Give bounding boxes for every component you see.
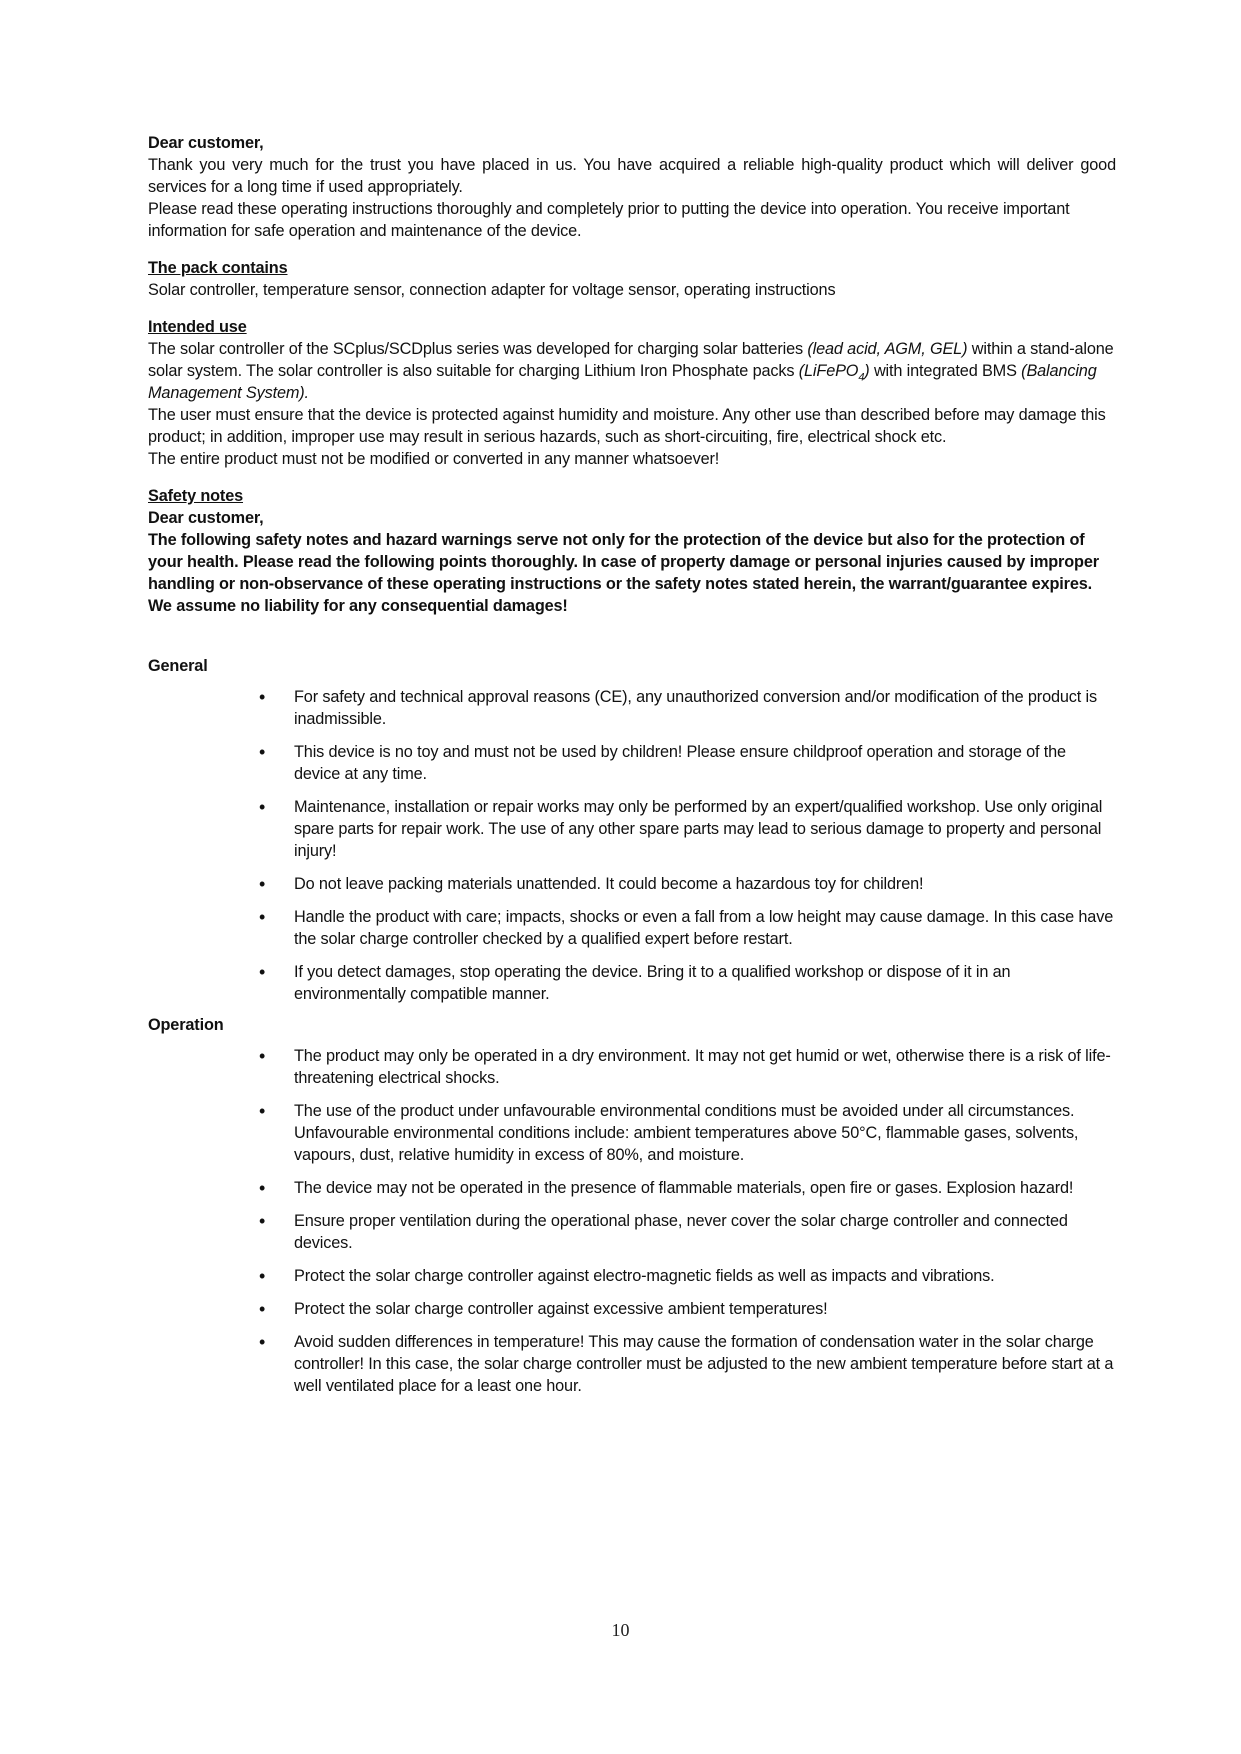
operation-bullet-item: • The use of the product under unfavourable environmental conditions must be avoided under all circumstances. Unfavourable environmental conditions include: ambient temperatures above 50°C, flammable gases, solvents, vapours, dust, relative humidity in excess of 80%, and moisture. bbox=[294, 1100, 1116, 1166]
intro-paragraph-2: Please read these operating instructions thoroughly and completely prior to putting the device into operation. You receive important information for safe operation and maintenance of the device. bbox=[148, 200, 1070, 240]
general-label: General bbox=[148, 657, 208, 675]
general-bullet-item: • For safety and technical approval reasons (CE), any unauthorized conversion and/or modification of the product is inadmissible. bbox=[294, 686, 1116, 730]
lifepo-text: (LiFePO$_4$) bbox=[798, 362, 870, 384]
operation-bullet-item: • The product may only be operated in a dry environment. It may not get humid or wet, otherwise there is a risk of life-threatening electrical shocks. bbox=[294, 1045, 1116, 1089]
safety-heading: Safety notes bbox=[148, 487, 244, 505]
intended-use-text-b: within a stand-alone solar system. The solar controller is also suitable for charging Lithium Iron Phosphate packs bbox=[148, 340, 1114, 380]
intro-greeting: Dear customer, bbox=[148, 134, 264, 152]
safety-warning: The following safety notes and hazard warnings serve not only for the protection of the device but also for the protection of your health. Please read the following points thoroughly. In case of property damage or personal injuries caused by improper handling or non-observance of these operating instructions or the safety notes stated herein, the warrant/guarantee expires. We assume no liability for any consequential damages! bbox=[148, 531, 1099, 615]
intended-use-text-c: with integrated BMS bbox=[869, 362, 1022, 380]
intended-use-text-a: The solar controller of the SCplus/SCDplus series was developed for charging solar batteries bbox=[148, 340, 808, 358]
page-content bbox=[148, 132, 1116, 1408]
safety-greeting: Dear customer, bbox=[148, 509, 264, 527]
intended-use-heading: Intended use bbox=[148, 318, 247, 336]
bms-text: (Balancing Management System). bbox=[148, 362, 1097, 402]
intended-use-paragraph-2: The user must ensure that the device is protected against humidity and moisture. Any other use than described before may damage this product; in addition, improper use may result in serious hazards, such as short-circuiting, fire, electrical shock etc. bbox=[148, 406, 1106, 446]
operation-bullet-item: • Ensure proper ventilation during the operational phase, never cover the solar charge controller and connected devices. bbox=[294, 1210, 1116, 1254]
intro-paragraph-1: Thank you very much for the trust you have placed in us. You have acquired a reliable high-quality product which will deliver good services for a long time if used appropriately. bbox=[148, 156, 1116, 196]
operation-bullet-item: • Avoid sudden differences in temperature! This may cause the formation of condensation water in the solar charge controller! In this case, the solar charge controller must be adjusted to the new ambient temperature before start at a well ventilated place for a least one hour. bbox=[294, 1331, 1116, 1397]
intended-use-paragraph-1 bbox=[148, 338, 1116, 404]
operation-bullet-item: • Protect the solar charge controller against electro-magnetic fields as well as impacts and vibrations. bbox=[294, 1265, 1116, 1287]
operation-bullet-item: • The device may not be operated in the presence of flammable materials, open fire or gases. Explosion hazard! bbox=[294, 1177, 1116, 1199]
intended-use-paragraph-3: The entire product must not be modified or converted in any manner whatsoever! bbox=[148, 450, 720, 468]
general-list bbox=[148, 686, 1116, 1005]
operation-label: Operation bbox=[148, 1016, 224, 1034]
operation-bullet-item: • Protect the solar charge controller against excessive ambient temperatures! bbox=[294, 1298, 1116, 1320]
operation-list bbox=[148, 1045, 1116, 1397]
general-bullet-item: • This device is no toy and must not be used by children! Please ensure childproof operation and storage of the device at any time. bbox=[294, 741, 1116, 785]
general-bullet-item: • Do not leave packing materials unattended. It could become a hazardous toy for children! bbox=[294, 873, 1116, 895]
pack-contents-text: Solar controller, temperature sensor, connection adapter for voltage sensor, operating instructions bbox=[148, 281, 836, 299]
battery-types-text: (lead acid, AGM, GEL) bbox=[807, 340, 968, 358]
general-bullet-item: • Handle the product with care; impacts, shocks or even a fall from a low height may cause damage. In this case have the solar charge controller checked by a qualified expert before restart. bbox=[294, 906, 1116, 950]
general-bullet-item: • Maintenance, installation or repair works may only be performed by an expert/qualified workshop. Use only original spare parts for repair work. The use of any other spare parts may lead to serious damage to property and personal injury! bbox=[294, 796, 1116, 862]
pack-heading: The pack contains bbox=[148, 259, 288, 277]
general-bullet-item: • If you detect damages, stop operating the device. Bring it to a qualified workshop or dispose of it in an environmentally compatible manner. bbox=[294, 961, 1116, 1005]
page-number: 10 bbox=[611, 1620, 630, 1640]
